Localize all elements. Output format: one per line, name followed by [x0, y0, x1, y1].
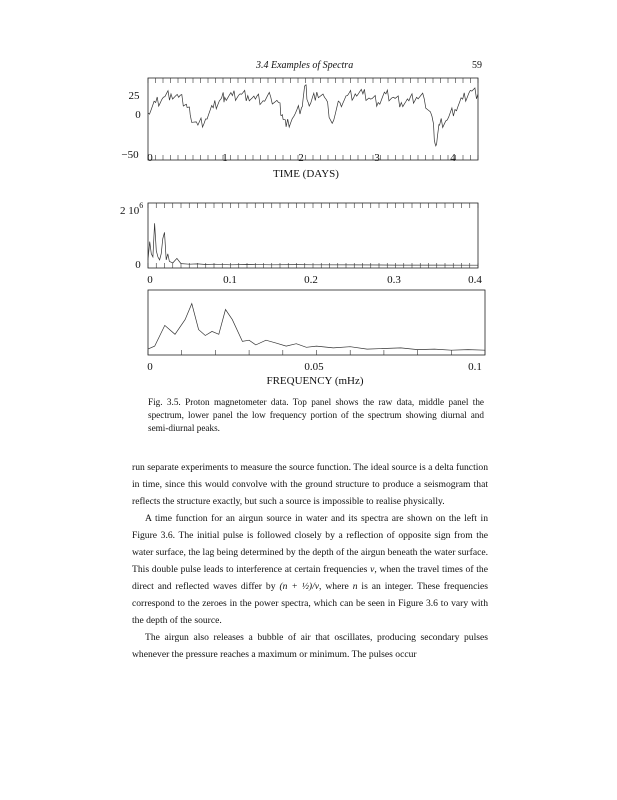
x-tick-label-005: 0.05 [304, 361, 324, 373]
panel-lowfreq-frame [148, 290, 485, 355]
paragraph-1: run separate experiments to measure the source function. The ideal source is a delta function in time, since this would convolve with the ground structure to produce a seismogram that reflects the structure exactly, but such a source is impossible to realise physically. [132, 462, 488, 507]
paragraph-2: A time function for an airgun source in water and its spectra are shown on the left in Figure 3.6. The initial pulse is followed closely by a reflection of opposite sign from the water surface, the lag being determined by the depth of the airgun beneath the water surface. This double pulse leads to interference at certain frequencies ν, when the travel times of the direct and reflected waves differ by (n + ½)/ν, where n is an integer. These frequencies correspond to the zeroes in the power spectra, which can be seen in Figure 3.6 to vary with the depth of the source. [132, 513, 488, 626]
x-tick-label-03: 0.3 [387, 274, 401, 286]
running-header-title: 3.4 Examples of Spectra [256, 60, 354, 71]
x-axis-label-frequency: FREQUENCY (mHz) [266, 375, 364, 387]
paragraph-3: The airgun also releases a bubble of air that oscillates, producing secondary pulses whenever the pressure reaches a maximum or minimum. The pulses occur [132, 632, 488, 660]
x-tick-label-02: 0.2 [304, 274, 318, 286]
panel-spectrum-ticks [148, 203, 478, 268]
x-tick-label-01: 0.1 [223, 274, 237, 286]
x-axis-label-time: TIME (DAYS) [273, 168, 339, 180]
series-line-lowfreq [148, 304, 485, 351]
page-number: 59 [472, 60, 482, 71]
x-tick-label-1: 1 [222, 152, 228, 164]
x-tick-label-0: 0 [147, 152, 153, 164]
x-tick-label-2: 2 [298, 152, 304, 164]
panel-raw-frame [148, 78, 478, 160]
panel-spectrum-frame [148, 203, 478, 268]
x-tick-label-0-lowfreq: 0 [147, 361, 153, 373]
y-tick-label-0-spectrum: 0 [135, 259, 141, 271]
math-nu: ν [370, 564, 375, 575]
x-tick-label-4: 4 [450, 152, 456, 164]
x-tick-label-01-lowfreq: 0.1 [468, 361, 482, 373]
panel-lowfreq-ticks [148, 350, 485, 355]
math-n: n [352, 581, 358, 592]
figure-caption: Fig. 3.5. Proton magnetometer data. Top panel shows the raw data, middle panel the spectrum, lower panel the low frequency portion of the spectrum showing diurnal and semi-diurnal peaks. [148, 397, 484, 433]
y-tick-label-neg50: −50 [121, 149, 139, 161]
body-text [132, 459, 488, 663]
x-tick-label-3: 3 [374, 152, 380, 164]
panel-spectrum [120, 201, 482, 286]
panel-raw-data [121, 78, 478, 180]
x-tick-label-0-spectrum: 0 [147, 274, 153, 286]
y-tick-label-25: 25 [128, 90, 140, 102]
y-tick-label-2e6: 2 $10^6$ [120, 201, 144, 217]
series-line-raw [148, 85, 478, 146]
panel-raw-ticks [148, 78, 478, 160]
panel-low-frequency [147, 290, 485, 387]
x-tick-label-04: 0.4 [468, 274, 482, 286]
math-formula: (n + ½)/ν [279, 581, 320, 592]
series-line-spectrum [148, 223, 478, 265]
y-tick-label-0: 0 [135, 109, 141, 121]
figure-3-5 [0, 0, 617, 395]
